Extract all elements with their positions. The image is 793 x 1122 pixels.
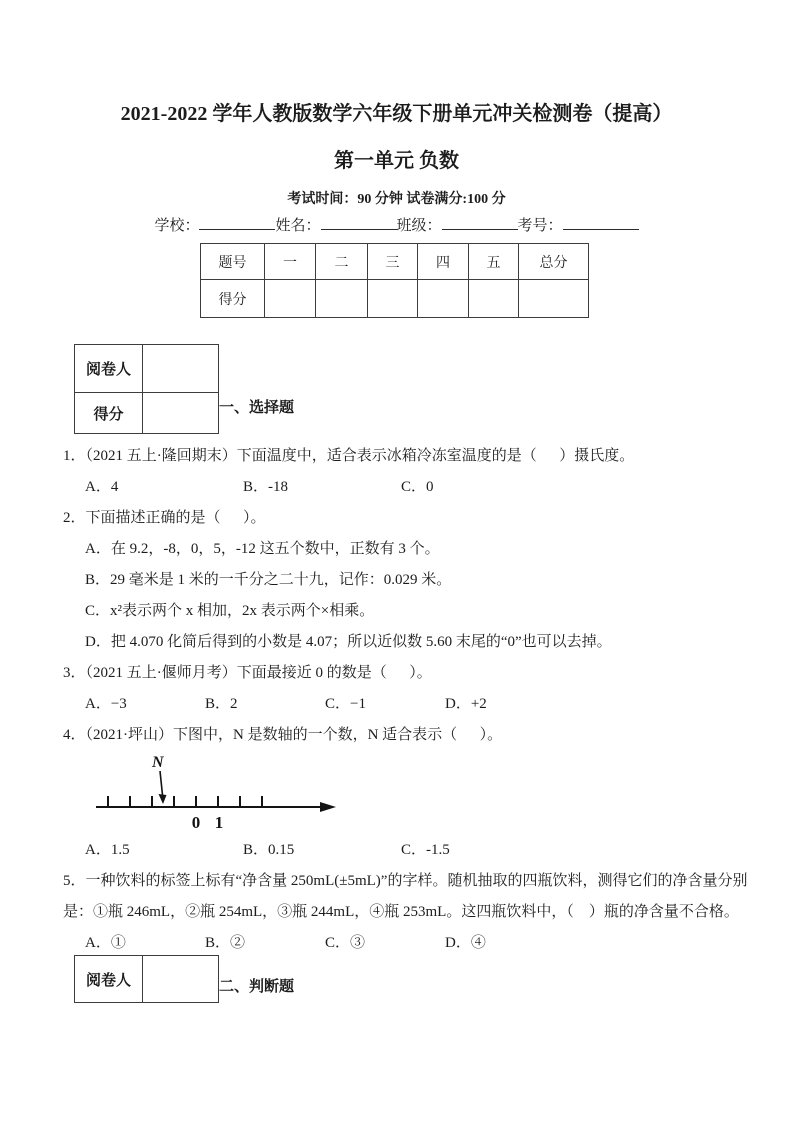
school-label: 学校：: [154, 218, 200, 234]
option-c[interactable]: C．−1: [325, 696, 366, 712]
col-header-1: 一: [265, 244, 316, 280]
point-n-label: N: [152, 754, 164, 771]
question-list: [63, 441, 763, 959]
col-header-5: 五: [469, 244, 519, 280]
page-title: 2021-2022 学年人教版数学六年级下册单元冲关检测卷（提高）: [120, 103, 673, 125]
grader-score-box-1: [74, 344, 219, 434]
name-label: 姓名：: [275, 218, 321, 234]
question-5-text-line1: 5．一种饮料的标签上标有“净含量 250mL(±5mL)”的字样。随机抽取的四瓶饮料，测得它们的净含量分别: [63, 873, 748, 889]
option-b[interactable]: B．0.15: [243, 842, 295, 858]
point-n-arrowhead-icon: [159, 794, 167, 804]
col-header-question-no: 题号: [201, 244, 265, 280]
reviewer-fill-cell[interactable]: [143, 956, 218, 1002]
number-line-svg: [90, 751, 340, 833]
section-2-heading: 二、判断题: [219, 978, 295, 995]
question-1-text: 1．（2021 五上·隆回期末）下面温度中，适合表示冰箱冷冻室温度的是（ ）摄氏度。: [63, 448, 635, 464]
student-info-line: [0, 214, 793, 235]
question-5-text-line2: 是：①瓶 246mL，②瓶 254mL，③瓶 244mL，④瓶 253mL。这四瓶饮料中，（ ）瓶的净含量不合格。: [63, 904, 739, 920]
number-line-figure: [63, 751, 763, 835]
question-2-option-d[interactable]: D．把 4.070 化简后得到的小数是 4.07；所以近似数 5.60 末尾的“0”也可以去掉。: [85, 634, 612, 650]
grader-score-box-2: [74, 955, 219, 1003]
col-header-4: 四: [418, 244, 469, 280]
score-cell-1[interactable]: [265, 280, 316, 318]
section-1-heading: 一、选择题: [219, 399, 295, 416]
option-b[interactable]: B．2: [205, 696, 238, 712]
option-d[interactable]: D．+2: [445, 696, 487, 712]
option-d[interactable]: D．④: [445, 935, 486, 951]
col-header-2: 二: [316, 244, 368, 280]
option-b[interactable]: B．-18: [243, 479, 289, 495]
question-3-options: [63, 689, 763, 720]
reviewer-label: 阅卷人: [75, 956, 143, 1002]
class-label: 班级：: [396, 218, 442, 234]
option-b[interactable]: B．②: [205, 935, 246, 951]
score-cell-3[interactable]: [368, 280, 418, 318]
col-header-total: 总分: [519, 244, 589, 280]
table-row: [201, 280, 589, 318]
option-c[interactable]: C．③: [325, 935, 366, 951]
question-4-text: 4．（2021·坪山）下图中，N 是数轴的一个数，N 适合表示（ ）。: [63, 727, 503, 743]
option-c[interactable]: C．-1.5: [401, 842, 450, 858]
option-a[interactable]: A．①: [85, 935, 126, 951]
school-blank-field[interactable]: [199, 214, 275, 230]
tick-label-one: 1: [214, 813, 224, 832]
name-blank-field[interactable]: [321, 214, 397, 230]
score-row-label: 得分: [201, 280, 265, 318]
score-label: 得分: [75, 392, 143, 433]
option-a[interactable]: A．4: [85, 479, 119, 495]
axis-arrow-icon: [320, 802, 336, 812]
question-4-options: [63, 835, 763, 866]
tick-label-zero: 0: [191, 813, 201, 832]
question-2-option-a[interactable]: A．在 9.2，-8，0，5，-12 这五个数中，正数有 3 个。: [85, 541, 440, 557]
table-row: [201, 244, 589, 280]
question-1-options: [63, 472, 763, 503]
exam-info: 考试时间：90 分钟 试卷满分:100 分: [287, 192, 506, 207]
col-header-3: 三: [368, 244, 418, 280]
score-cell-5[interactable]: [469, 280, 519, 318]
score-cell-2[interactable]: [316, 280, 368, 318]
score-cell-4[interactable]: [418, 280, 469, 318]
class-blank-field[interactable]: [442, 214, 518, 230]
question-2-option-b[interactable]: B．29 毫米是 1 米的一千分之二十九，记作：0.029 米。: [85, 572, 452, 588]
question-2-option-c[interactable]: C．x²表示两个 x 相加，2x 表示两个×相乘。: [85, 603, 375, 619]
score-cell-total[interactable]: [519, 280, 589, 318]
point-n-arrow-icon: [160, 771, 163, 795]
option-a[interactable]: A．−3: [85, 696, 127, 712]
exam-id-blank-field[interactable]: [563, 214, 639, 230]
reviewer-label: 阅卷人: [75, 345, 143, 392]
exam-id-label: 考号：: [517, 218, 563, 234]
unit-subtitle: 第一单元 负数: [334, 150, 459, 172]
score-summary-table: [200, 243, 589, 318]
reviewer-fill-cell[interactable]: [143, 345, 218, 392]
option-c[interactable]: C．0: [401, 479, 434, 495]
question-3-text: 3．（2021 五上·偃师月考）下面最接近 0 的数是（ ）。: [63, 665, 432, 681]
option-a[interactable]: A．1.5: [85, 842, 130, 858]
question-2-text: 2．下面描述正确的是（ ）。: [63, 510, 266, 526]
score-fill-cell[interactable]: [143, 392, 218, 433]
